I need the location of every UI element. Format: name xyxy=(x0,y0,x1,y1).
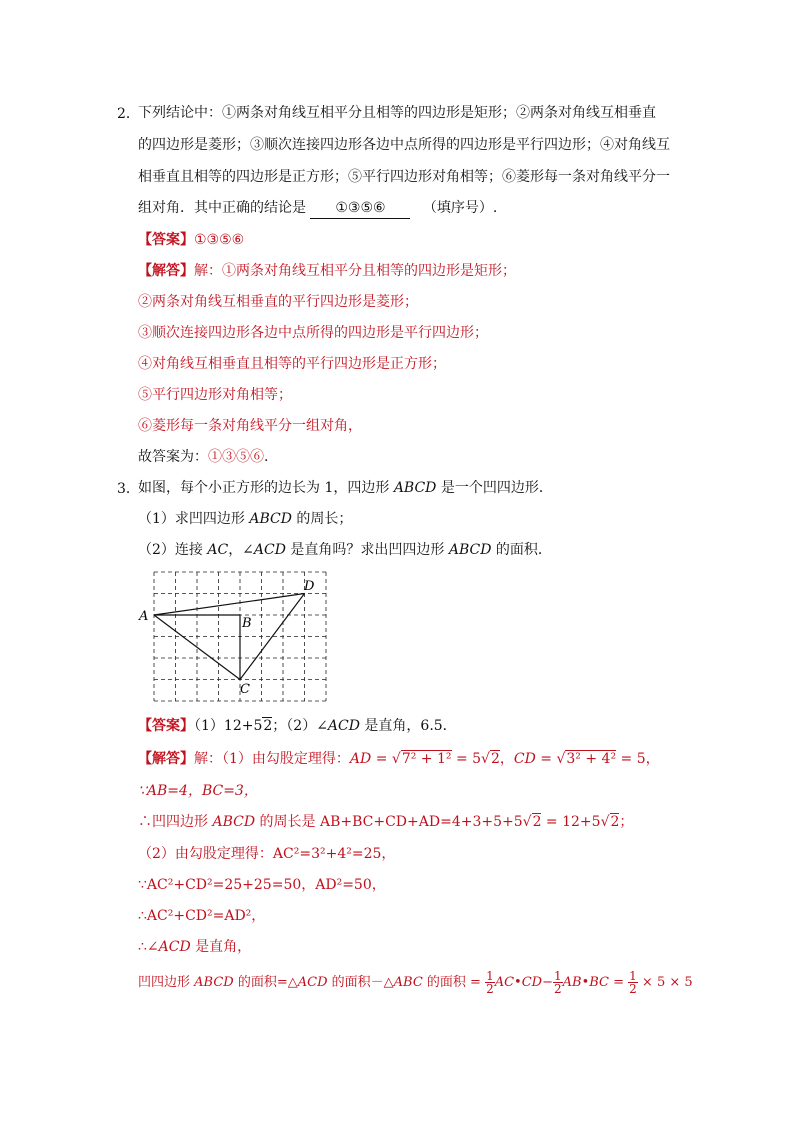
q3-stem-a: 如图，每个小正方形的边长为 1，四边形 xyxy=(138,480,394,496)
q2-line-3: 相垂直且相等的四边形是正方形；⑤平行四边形对角相等；⑥菱形每一条对角线平分一 xyxy=(138,169,670,185)
q3-s1-root-sign-2: √ xyxy=(481,751,490,767)
frac-num: 1 xyxy=(629,969,637,983)
q3-solution-2: ∵AB=4，BC=3， xyxy=(138,783,258,799)
q3-s1-root-sign-1: √ xyxy=(391,751,401,767)
q3-s3-r2: 2 xyxy=(610,814,620,830)
q3-solution-4: （2）由勾股定理得：AC²=3²+4²=25， xyxy=(138,846,396,862)
q2-solution-intro: 解： xyxy=(194,263,222,279)
q3-s1-eq2: = xyxy=(535,751,557,767)
q3-s1-eq1: = xyxy=(371,751,392,767)
q3-p1-c: 的周长； xyxy=(291,511,353,527)
q3-s3-c: 的周长是 AB+BC+CD+AD=4+3+5+5 xyxy=(255,814,523,830)
q2-conclusion-end: . xyxy=(264,449,269,465)
frac-num: 1 xyxy=(486,969,494,983)
q3-s3-root-sign-1: √ xyxy=(522,814,532,830)
q3-s1-mid: ， xyxy=(499,751,514,767)
q2-conclusion-text: 故答案为： xyxy=(138,449,208,465)
q3-answer-2a: ；（2）∠ xyxy=(272,718,328,734)
q3-part-2 xyxy=(138,540,552,560)
q3-s8-c: 的面积=△ xyxy=(233,975,298,990)
q2-answer xyxy=(138,230,244,250)
q3-s8-j: = xyxy=(608,975,629,990)
q3-solution-8 xyxy=(138,970,693,995)
q2-line-4-end: （填序号）. xyxy=(422,200,498,216)
q3-s3-r1: 2 xyxy=(532,814,542,830)
q3-s1-a: 解：（1）由勾股定理得： xyxy=(194,751,350,767)
q2-solution-head xyxy=(138,261,516,281)
q3-stem-c: 是一个凹四边形． xyxy=(436,480,553,496)
q3-s7-c: 是直角， xyxy=(190,939,252,955)
q3-s7-b: ACD xyxy=(158,939,191,955)
q2-step-4: ④对角线互相垂直且相等的平行四边形是正方形； xyxy=(138,356,446,372)
q3-part-1 xyxy=(138,509,352,529)
frac-num: 1 xyxy=(553,969,562,983)
q3-p2-g: 的面积． xyxy=(491,542,552,558)
q3-p2-d: ACD xyxy=(253,542,286,558)
label-b: B xyxy=(242,616,252,631)
q3-s3-d: = 12+5 xyxy=(541,814,601,830)
q3-answer xyxy=(138,716,457,736)
q2-line-1: 下列结论中：①两条对角线互相平分且相等的四边形是矩形；②两条对角线互相垂直 xyxy=(138,105,656,121)
q3-s1-ad: AD xyxy=(349,751,372,767)
fraction-half-2 xyxy=(553,970,563,995)
q3-s8-b: ABCD xyxy=(194,975,234,990)
q3-s8-g: 的面积 = xyxy=(422,975,486,990)
q2-answer-value: ①③⑤⑥ xyxy=(194,232,245,248)
q2-step-5: ⑤平行四边形对角相等； xyxy=(138,387,292,403)
q3-stem-b: ABCD xyxy=(393,480,437,496)
q3-s8-i: AB•BC xyxy=(562,975,609,990)
q3-s8-e: 的面积－△ xyxy=(327,975,394,990)
q2-conclusion xyxy=(138,447,268,467)
q2-step-1: ①两条对角线互相平分且相等的四边形是矩形； xyxy=(222,263,516,279)
q2-number: 2． xyxy=(117,106,140,122)
q3-p2-b: AC xyxy=(207,542,229,558)
q2-answer-blank: ①③⑤⑥ xyxy=(310,198,410,219)
q3-s8-h: AC•CD− xyxy=(494,975,553,990)
q3-answer-1b: 2 xyxy=(263,718,273,734)
q2-conclusion-value: ①③⑤⑥ xyxy=(208,449,264,465)
q3-s8-k: × 5 × 5 xyxy=(637,975,693,990)
q3-s7-a: ∴∠ xyxy=(138,939,159,955)
q2-answer-label: 【答案】 xyxy=(138,232,194,248)
q3-answer-2b: ACD xyxy=(327,718,360,734)
q3-solution-label: 【解答】 xyxy=(138,751,194,767)
q2-line-4 xyxy=(138,198,497,219)
q2-step-6: ⑥菱形每一条对角线平分一组对角， xyxy=(138,418,362,434)
q3-stem xyxy=(138,478,553,498)
q3-answer-1a: （1）12+5 xyxy=(194,718,263,734)
q3-number: 3． xyxy=(117,481,140,497)
q3-figure xyxy=(136,566,336,708)
q2-line-4-text: 组对角．其中正确的结论是 xyxy=(138,200,306,216)
q3-solution-3 xyxy=(138,812,633,832)
q3-solution-5: ∵AC²+CD²=25+25=50，AD²=50， xyxy=(138,877,386,893)
q3-s8-a: 凹四边形 xyxy=(138,975,195,990)
q3-p2-e: 是直角吗？求出凹四边形 xyxy=(285,542,449,558)
q3-p2-f: ABCD xyxy=(448,542,492,558)
frac-den: 2 xyxy=(629,982,637,996)
q3-solution-1 xyxy=(138,749,660,769)
q3-s1-root-sign-3: √ xyxy=(556,751,566,767)
q3-s8-f: ABC xyxy=(393,975,423,990)
q3-answer-2c: 是直角，6.5． xyxy=(359,718,457,734)
q3-s3-root-sign-2: √ xyxy=(600,814,610,830)
q3-s1-rad1: 7² + 1² xyxy=(401,751,452,767)
q3-s1-rad2: 3² + 4² xyxy=(566,751,617,767)
q3-s3-e: ； xyxy=(619,814,634,830)
q3-p2-c: ，∠ xyxy=(228,542,254,558)
q3-s1-v1: = 5 xyxy=(451,751,482,767)
q3-p2-a: （2）连接 xyxy=(138,542,208,558)
frac-den: 2 xyxy=(486,982,494,996)
q3-solution-7 xyxy=(138,937,251,957)
q3-p1-a: （1）求凹四边形 xyxy=(138,511,250,527)
q2-line-2: 的四边形是菱形；③顺次连接四边形各边中点所得的四边形是平行四边形；④对角线互 xyxy=(138,137,670,153)
label-a: A xyxy=(139,609,149,624)
segment-ad xyxy=(154,594,305,616)
fraction-half-1 xyxy=(485,970,495,995)
q3-p1-b: ABCD xyxy=(249,511,292,527)
q3-solution-6: ∴AC²+CD²=AD²， xyxy=(138,908,266,924)
frac-den: 2 xyxy=(553,982,562,996)
q3-s1-r1: 2 xyxy=(490,751,500,767)
label-c: C xyxy=(240,682,250,697)
q3-s1-cd: CD xyxy=(513,751,536,767)
q2-solution-label: 【解答】 xyxy=(138,263,194,279)
q3-s8-d: ACD xyxy=(297,975,328,990)
q2-step-3: ③顺次连接四边形各边中点所得的四边形是平行四边形； xyxy=(138,325,488,341)
fraction-half-3 xyxy=(628,970,638,995)
q3-s1-v2: = 5， xyxy=(616,751,660,767)
q3-s3-b: ABCD xyxy=(212,814,256,830)
label-d: D xyxy=(304,579,315,594)
q3-answer-label: 【答案】 xyxy=(138,718,194,734)
q3-s3-a: ∴凹四边形 xyxy=(138,814,213,830)
q2-step-2: ②两条对角线互相垂直的平行四边形是菱形； xyxy=(138,294,418,310)
